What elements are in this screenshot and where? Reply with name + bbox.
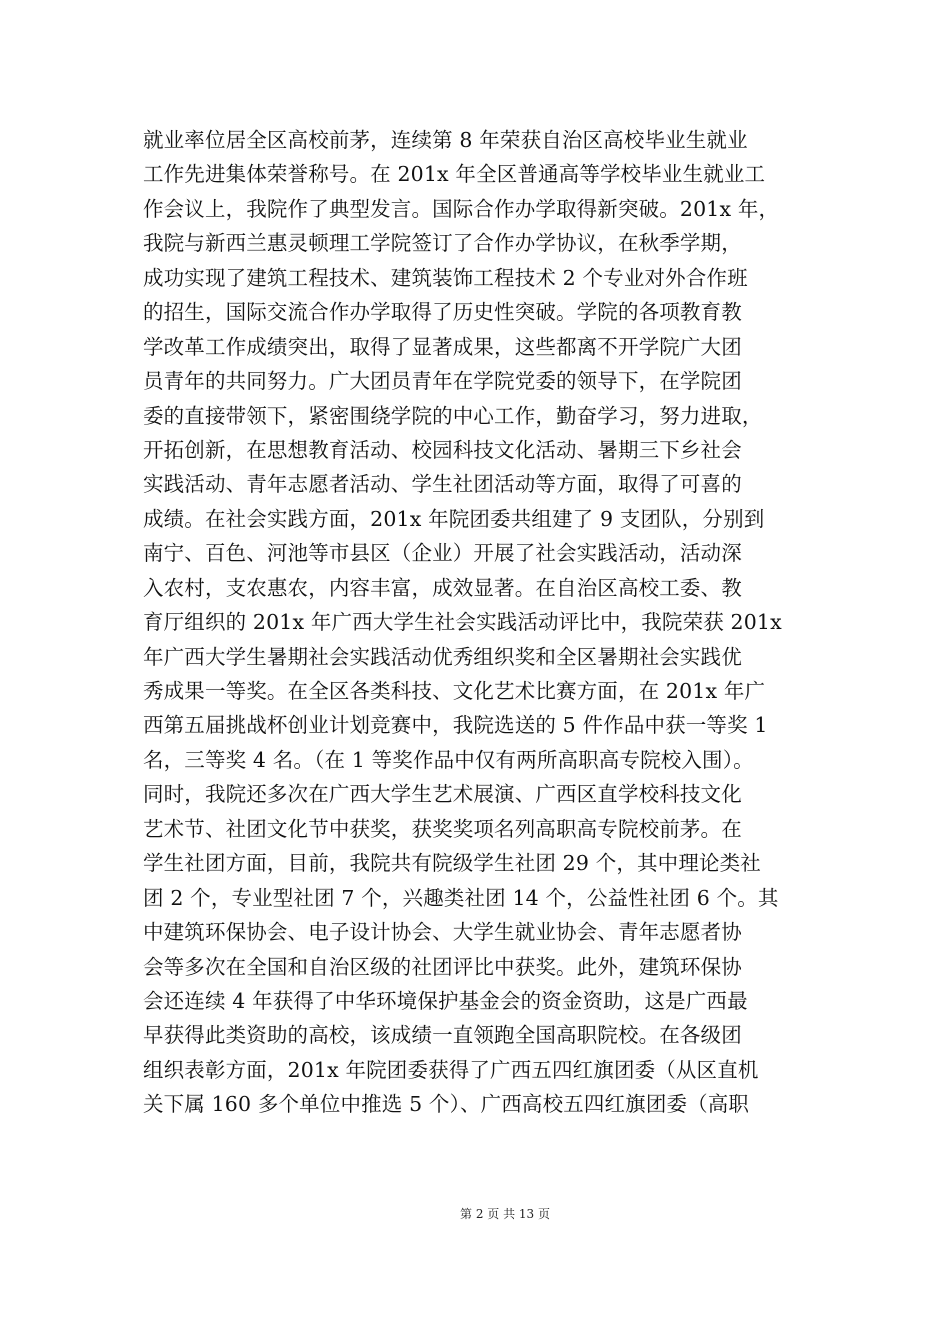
text-line: 我院与新西兰惠灵顿理工学院签订了合作办学协议，在秋季学期， bbox=[143, 231, 742, 256]
text-line: 入农村，支农惠农，内容丰富，成效显著。在自治区高校工委、教 bbox=[143, 575, 742, 600]
text-line: 早获得此类资助的高校，该成绩一直领跑全国高职院校。在各级团 bbox=[143, 1023, 742, 1048]
text-line: 南宁、百色、河池等市县区（企业）开展了社会实践活动，活动深 bbox=[143, 541, 742, 566]
text-line: 同时，我院还多次在广西大学生艺术展演、广西区直学校科技文化 bbox=[143, 782, 742, 807]
text-line: 育厅组织的 201x 年广西大学生社会实践活动评比中，我院荣获 201x bbox=[143, 610, 782, 635]
text-line: 会等多次在全国和自治区级的社团评比中获奖。此外，建筑环保协 bbox=[143, 954, 742, 979]
text-line: 员青年的共同努力。广大团员青年在学院党委的领导下，在学院团 bbox=[143, 369, 742, 394]
text-line: 学生社团方面，目前，我院共有院级学生社团 29 个，其中理论类社 bbox=[143, 851, 761, 876]
text-line: 名，三等奖 4 名。（在 1 等奖作品中仅有两所高职高专院校入围）。 bbox=[143, 747, 754, 772]
body-paragraph bbox=[143, 123, 813, 1122]
text-line: 的招生，国际交流合作办学取得了历史性突破。学院的各项教育教 bbox=[143, 300, 742, 325]
text-line: 关下属 160 多个单位中推选 5 个）、广西高校五四红旗团委（高职 bbox=[143, 1092, 750, 1117]
text-line: 组织表彰方面，201x 年院团委获得了广西五四红旗团委（从区直机 bbox=[143, 1057, 759, 1082]
page-number-footer: 第 2 页 共 13 页 bbox=[460, 1207, 550, 1221]
text-line: 秀成果一等奖。在全区各类科技、文化艺术比赛方面，在 201x 年广 bbox=[143, 679, 766, 703]
text-line: 西第五届挑战杯创业计划竞赛中，我院选送的 5 件作品中获一等奖 1 bbox=[143, 713, 768, 738]
text-line: 成绩。在社会实践方面，201x 年院团委共组建了 9 支团队，分别到 bbox=[143, 506, 765, 531]
text-line: 实践活动、青年志愿者活动、学生社团活动等方面，取得了可喜的 bbox=[143, 472, 742, 497]
text-line: 会还连续 4 年获得了中华环境保护基金会的资金资助，这是广西最 bbox=[143, 988, 748, 1013]
text-line: 年广西大学生暑期社会实践活动优秀组织奖和全区暑期社会实践优 bbox=[143, 644, 742, 669]
text-line: 学改革工作成绩突出，取得了显著成果，这些都离不开学院广大团 bbox=[143, 334, 742, 359]
text-line: 委的直接带领下，紧密围绕学院的中心工作，勤奋学习，努力进取， bbox=[143, 403, 763, 428]
text-line: 工作先进集体荣誉称号。在 201x 年全区普通高等学校毕业生就业工 bbox=[143, 162, 766, 187]
text-line: 中建筑环保协会、电子设计协会、大学生就业协会、青年志愿者协 bbox=[143, 920, 742, 945]
text-line: 成功实现了建筑工程技术、建筑装饰工程技术 2 个专业对外合作班 bbox=[143, 265, 748, 290]
text-line: 团 2 个，专业型社团 7 个，兴趣类社团 14 个，公益性社团 6 个。其 bbox=[143, 885, 779, 910]
text-line: 就业率位居全区高校前茅，连续第 8 年荣获自治区高校毕业生就业 bbox=[143, 128, 748, 152]
text-line: 作会议上，我院作了典型发言。国际合作办学取得新突破。201x 年， bbox=[143, 196, 780, 221]
text-line: 艺术节、社团文化节中获奖，获奖奖项名列高职高专院校前茅。在 bbox=[143, 816, 742, 841]
text-line: 开拓创新，在思想教育活动、校园科技文化活动、暑期三下乡社会 bbox=[143, 437, 742, 462]
